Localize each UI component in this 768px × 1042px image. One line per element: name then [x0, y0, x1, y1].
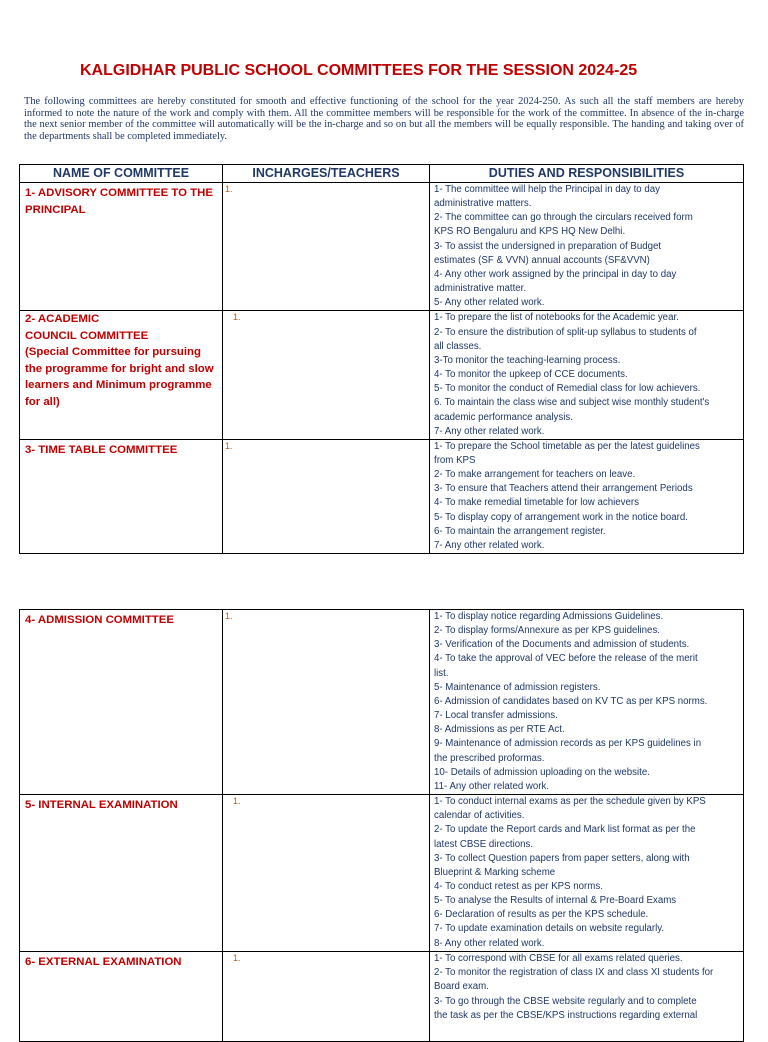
committee-incharge: 1. [223, 183, 430, 311]
duty-line: 4- To make remedial timetable for low achievers [434, 497, 639, 509]
duty-line: 2- To display forms/Annexure as per KPS guidelines. [434, 625, 660, 637]
committee-duties [430, 610, 744, 795]
duty-line: 4- To take the approval of VEC before the release of the merit [434, 653, 698, 665]
page-title: KALGIDHAR PUBLIC SCHOOL COMMITTEES FOR THE SESSION 2024-25 [80, 62, 638, 79]
duty-line: 3-To monitor the teaching-learning process. [434, 354, 621, 366]
duty-line: Blueprint & Marking scheme [434, 866, 556, 878]
duty-line: 8- Admissions as per RTE Act. [434, 724, 565, 736]
duty-line: 8- Any other related work. [434, 937, 545, 949]
duty-line: 7- Any other related work. [434, 425, 545, 437]
committee-name: 2- ACADEMIC COUNCIL COMMITTEE (Special Committee for pursuing the programme for bright and slow learners and Minimum programme for all) [20, 311, 223, 439]
duty-line: calendar of activities. [434, 810, 525, 822]
committee-incharge: 1. [223, 439, 430, 553]
committee-incharge: 1. [223, 311, 430, 439]
duty-line: 1- To conduct internal exams as per the schedule given by KPS [434, 796, 706, 808]
duty-line: 7- Local transfer admissions. [434, 710, 558, 722]
duty-line: 5- Any other related work. [434, 297, 545, 309]
table-row [20, 952, 744, 1042]
committee-name: 6- EXTERNAL EXAMINATION [20, 952, 223, 1042]
duty-line: 3- Verification of the Documents and admission of students. [434, 639, 690, 651]
committee-name: 4- ADMISSION COMMITTEE [20, 610, 223, 795]
duty-line: latest CBSE directions. [434, 838, 534, 850]
duty-line: 4- To monitor the upkeep of CCE documents. [434, 369, 628, 381]
duty-line: 1- To prepare the list of notebooks for the Academic year. [434, 312, 679, 324]
table-row [20, 439, 744, 553]
duty-line: administrative matter. [434, 283, 527, 295]
duty-line: 7- To update examination details on website regularly. [434, 923, 665, 935]
duty-line: 2- The committee can go through the circulars received form [434, 212, 693, 224]
committee-duties [430, 183, 744, 311]
duty-line: the task as per the CBSE/KPS instructions regarding external [434, 1009, 698, 1021]
duty-line: the prescribed proformas. [434, 752, 545, 764]
duty-line: 3- To go through the CBSE website regularly and to complete [434, 995, 697, 1007]
committee-table-2 [19, 609, 744, 1042]
header-incharge: INCHARGES/TEACHERS [223, 165, 430, 183]
committee-duties [430, 795, 744, 952]
duty-line: 5- To analyse the Results of internal & Pre-Board Exams [434, 895, 677, 907]
committee-name: 5- INTERNAL EXAMINATION [20, 795, 223, 952]
table-row [20, 610, 744, 795]
duty-line: 1- To correspond with CBSE for all exams related queries. [434, 953, 683, 965]
duty-line: 2- To update the Report cards and Mark list format as per the [434, 824, 696, 836]
duty-line: list. [434, 667, 449, 679]
duty-line: 3- To assist the undersigned in preparation of Budget [434, 240, 662, 252]
duty-line: 4- To conduct retest as per KPS norms. [434, 880, 603, 892]
duty-line: 2- To ensure the distribution of split-up syllabus to students of [434, 326, 697, 338]
duty-line: 5- To monitor the conduct of Remedial class for low achievers. [434, 383, 701, 395]
duty-line: academic performance analysis. [434, 411, 573, 423]
duty-line: 3- To ensure that Teachers attend their arrangement Periods [434, 483, 693, 495]
committee-duties [430, 952, 744, 1042]
duty-line: 5- To display copy of arrangement work in the notice board. [434, 511, 688, 523]
duty-line: 7- Any other related work. [434, 539, 545, 551]
duty-line: 1- To prepare the School timetable as per the latest guidelines [434, 440, 700, 452]
committee-table-1 [19, 164, 744, 554]
duty-line: 2- To make arrangement for teachers on leave. [434, 469, 636, 481]
duty-line: 1- To display notice regarding Admissions Guidelines. [434, 611, 664, 622]
table-row [20, 311, 744, 439]
duty-line: 5- Maintenance of admission registers. [434, 681, 601, 693]
table-header-row [20, 165, 744, 183]
committee-duties [430, 439, 744, 553]
committee-incharge: 1. [223, 795, 430, 952]
duty-line: administrative matters. [434, 198, 532, 210]
header-duties: DUTIES AND RESPONSIBILITIES [430, 165, 744, 183]
table-row [20, 183, 744, 311]
duty-line: 6- Declaration of results as per the KPS schedule. [434, 909, 649, 921]
duty-line: from KPS [434, 454, 476, 466]
duty-line: 6- To maintain the arrangement register. [434, 525, 606, 537]
duty-line: 10- Details of admission uploading on the website. [434, 766, 650, 778]
committee-incharge: 1. [223, 610, 430, 795]
duty-line: 1- The committee will help the Principal in day to day [434, 184, 660, 195]
committee-duties [430, 311, 744, 439]
duty-line: KPS RO Bengaluru and KPS HQ New Delhi. [434, 226, 626, 238]
duty-line: Board exam. [434, 981, 489, 993]
duty-line: 6. To maintain the class wise and subject wise monthly student's [434, 397, 710, 409]
table-row [20, 795, 744, 952]
committee-name: 3- TIME TABLE COMMITTEE [20, 439, 223, 553]
duty-line: 11- Any other related work. [434, 780, 550, 792]
committee-incharge: 1. [223, 952, 430, 1042]
duty-line: 9- Maintenance of admission records as per KPS guidelines in [434, 738, 702, 750]
duty-line: 3- To collect Question papers from paper setters, along with [434, 852, 690, 864]
duty-line: 6- Admission of candidates based on KV TC as per KPS norms. [434, 695, 708, 707]
duty-line: estimates (SF & VVN) annual accounts (SF&VVN) [434, 254, 650, 266]
header-name: NAME OF COMMITTEE [20, 165, 223, 183]
duty-line: 2- To monitor the registration of class IX and class XI students for [434, 967, 714, 979]
intro-paragraph: The following committees are hereby constituted for smooth and effective functioning of the school for the year 2024-250. As such all the staff members are hereby informed to note the nature of the work and comply with them. All the committee members will be responsible for the work of the committee. In absence of the in-charge the next senior member of the committee will automatically will be the in-charge and so on but all the members will be equally responsible. The handing and taking over of the departments shall be completed immediately. [24, 96, 744, 142]
duty-line: 4- Any other work assigned by the principal in day to day [434, 268, 677, 280]
duty-line: all classes. [434, 340, 482, 352]
committee-name: 1- ADVISORY COMMITTEE TO THE PRINCIPAL [20, 183, 223, 311]
